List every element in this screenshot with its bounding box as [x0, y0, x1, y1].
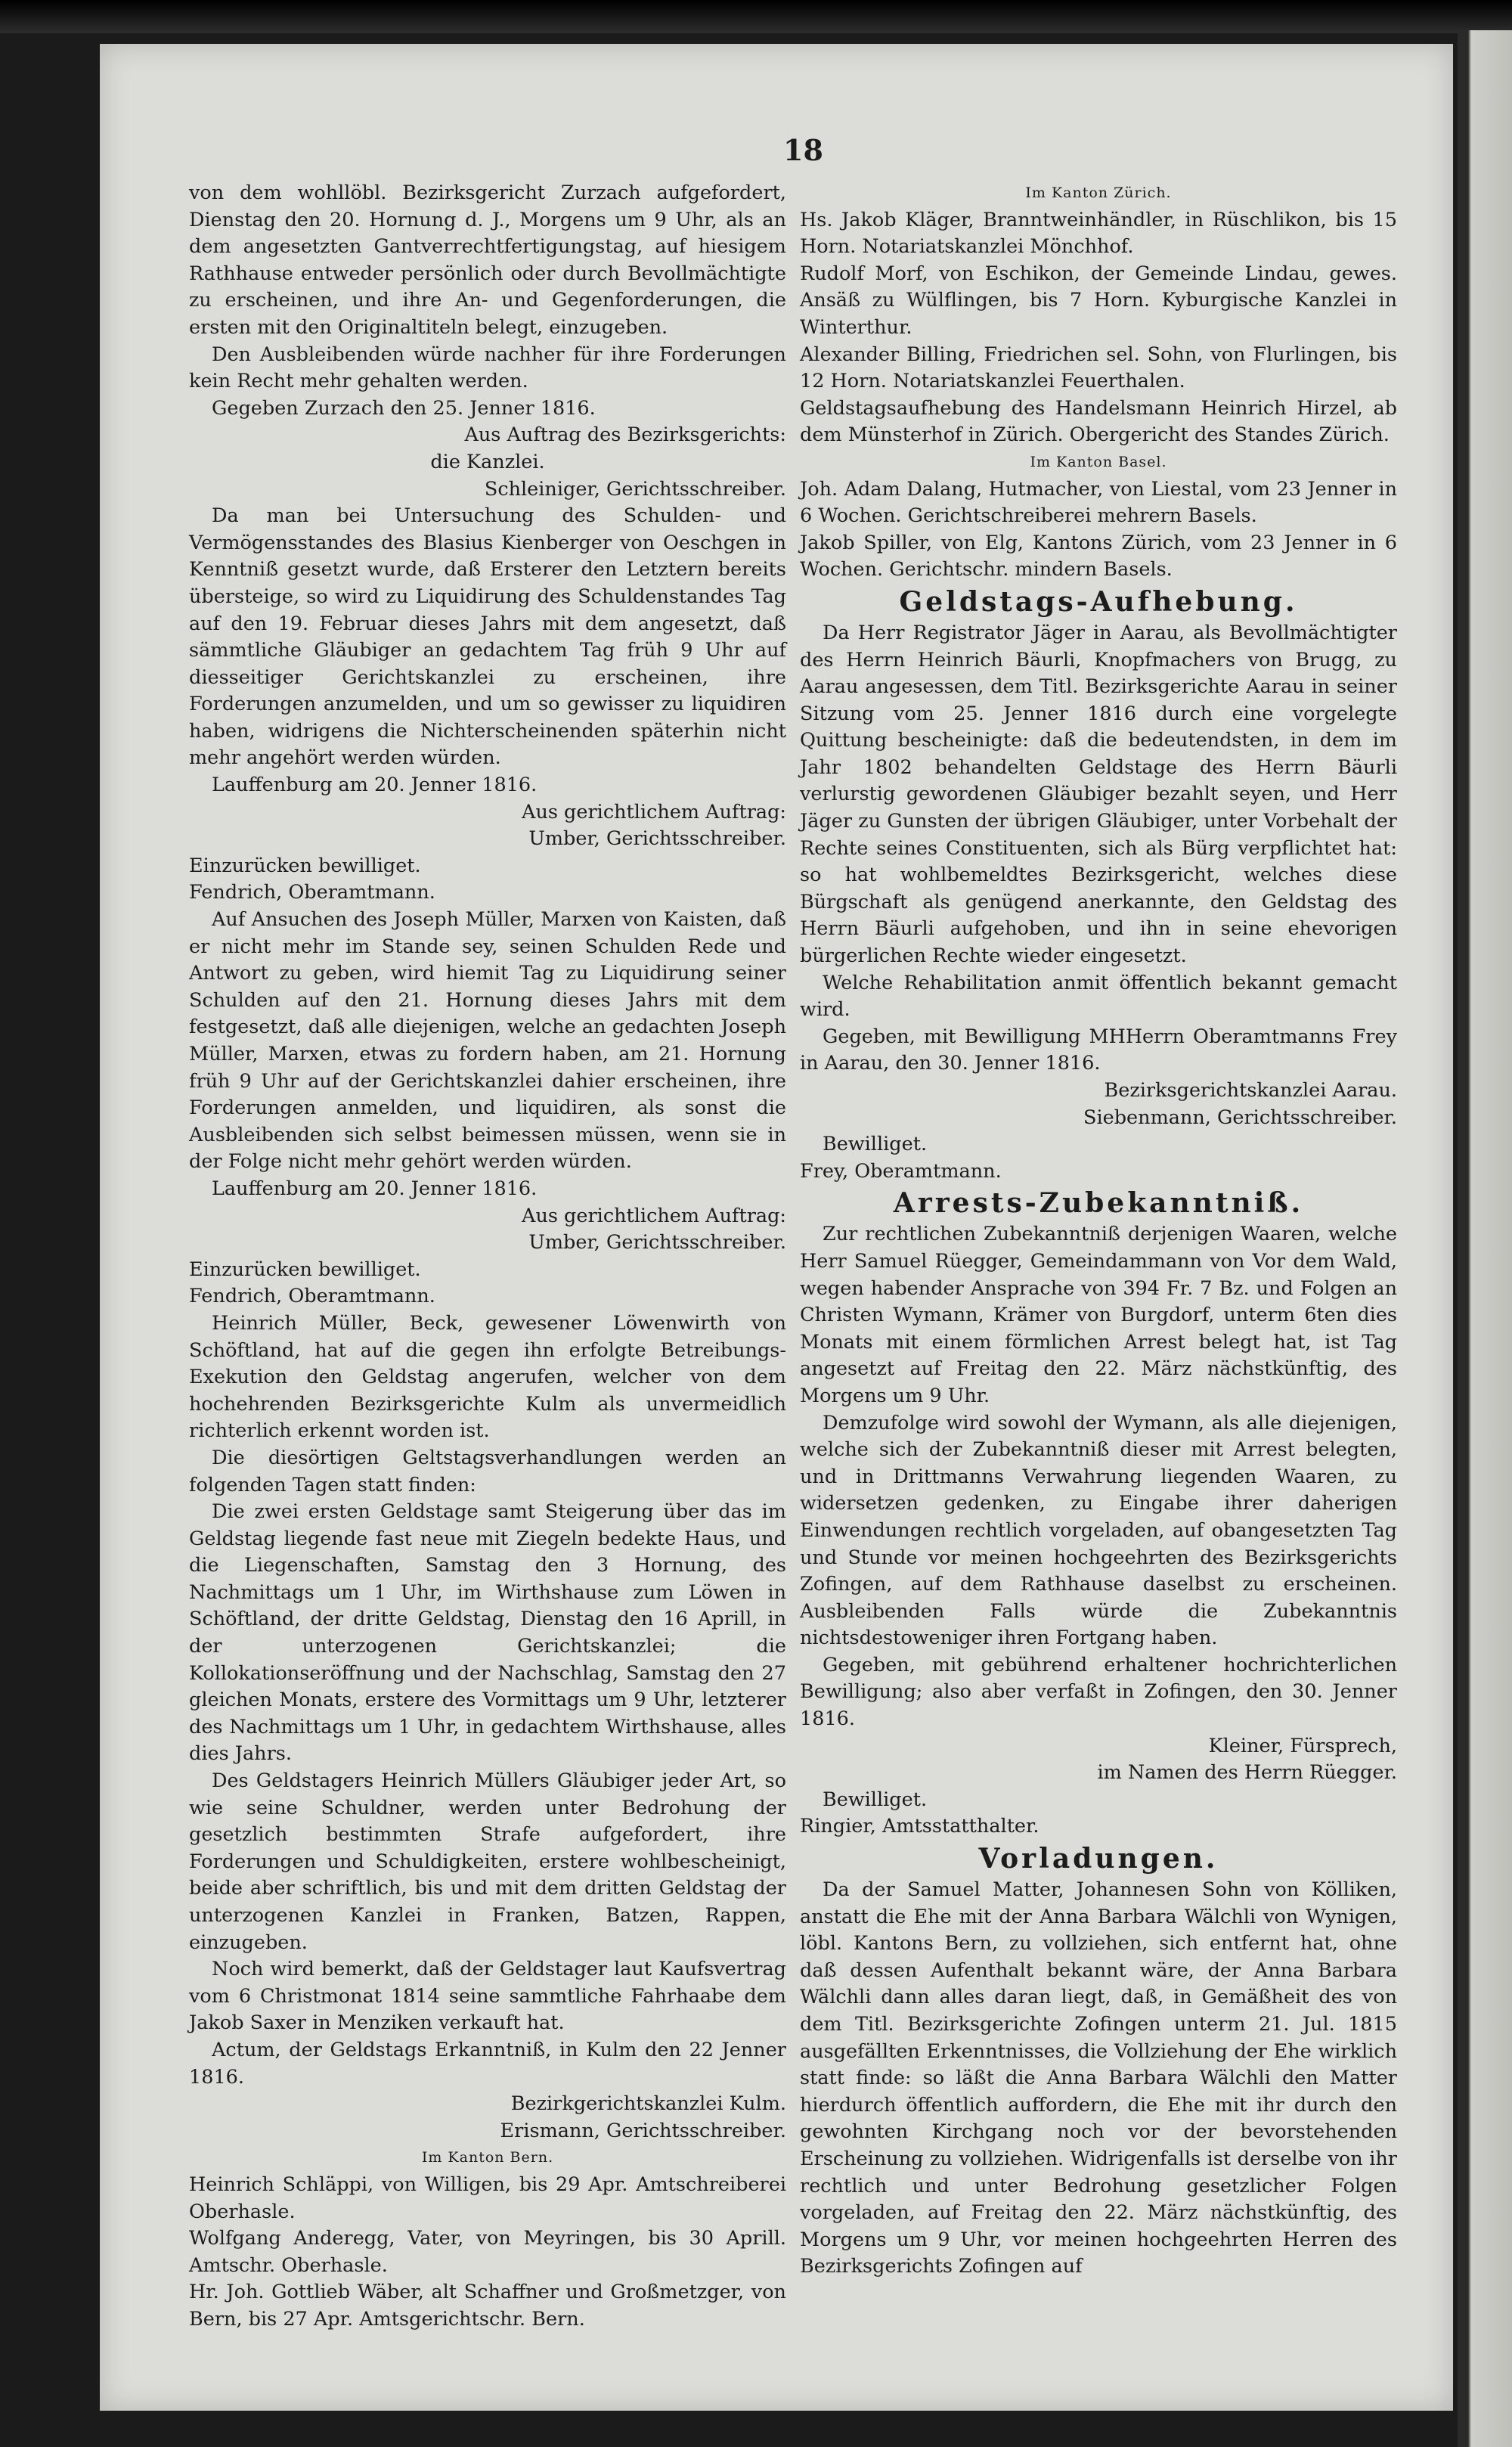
right-approval-signature: Frey, Oberamtmann.	[800, 1159, 1002, 1183]
left-paragraph: Des Geldstagers Heinrich Müllers Gläubiger jeder Art, so wie seine Schuldner, werden unter Bedrohung der gesetzlich bestimmten Strafe aufgefordert, ihre Forderungen und Schuldigkeiten, erstere wohlbescheinigt, beide aber schriftlich, bis und mit dem dritten Geldstag der unterzogenen Kanzlei in Franken, Batzen, Rappen, einzugeben.	[189, 1769, 786, 1954]
right-signature: Siebenmann, Gerichtsschreiber.	[1083, 1106, 1397, 1129]
left-paragraph: Noch wird bemerkt, daß der Geldstager laut Kaufsvertrag vom 6 Christmonat 1814 seine sammtliche Fahrhaabe dem Jakob Saxer in Menziken verkauft hat.	[189, 1958, 786, 2035]
right-approval-signature: Ringier, Amtsstatthalter.	[800, 1815, 1040, 1838]
left-signature: Schleiniger, Gerichtsschreiber.	[484, 477, 786, 501]
left-approval-signature: Fendrich, Oberamtmann.	[189, 1285, 435, 1308]
subheading-kanton-basel: Im Kanton Basel.	[1030, 453, 1167, 470]
right-signature: im Namen des Herrn Rüegger.	[1097, 1761, 1397, 1785]
right-dateline: Gegeben, mit gebührend erhaltener hochrichterlichen Bewilligung; also aber verfaßt in Zofingen, den 30. Jenner 1816.	[800, 1653, 1397, 1731]
list-item: Rudolf Morf, von Eschikon, der Gemeinde Lindau, gewes. Ansäß zu Wülflingen, bis 7 Horn. Kyburgische Kanzlei in Winterthur.	[800, 262, 1397, 339]
notice-rueegger: Zur rechtlichen Zubekanntniß derjenigen Waaren, welche Herr Samuel Rüegger, Gemeindammann von Vor dem Wald, wegen habender Ansprache von 394 Fr. 7 Bz. und Folgen an Christen Wymann, Krämer von Burgdorf, unterm 6ten dies Monats mit einem förmlichen Arrest belegt hat, ist Tag angesetzt auf Freitag den 22. März nächstkünftig, des Morgens um 9 Uhr.	[800, 1223, 1397, 1407]
subheading-kanton-bern: Im Kanton Bern.	[421, 2149, 554, 2166]
scan-top-edge	[0, 0, 1512, 33]
right-column	[800, 180, 1397, 2281]
left-signature: Umber, Gerichtsschreiber.	[528, 827, 786, 851]
right-approval: Bewilliget.	[823, 1133, 928, 1156]
right-paragraph: Welche Rehabilitation anmit öffentlich bekannt gemacht wird.	[800, 971, 1397, 1022]
right-paragraph: Demzufolge wird sowohl der Wymann, als alle diejenigen, welche sich der Zubekanntniß dieser mit Arrest belegten, und in Drittmanns Verwahrung liegenden Waaren, zu widersetzen gedenken, zu Eingabe ihrer daherigen Einwendungen rechtlich vorgeladen, auf obangesetzten Tag und Stunde vor meinen hochgeehrten des Bezirksgerichts Zofingen, auf dem Rathhause daselbst zu erscheinen. Ausbleibenden Falls würde die Zubekanntnis nichtsdestoweniger ihren Fortgang haben.	[800, 1411, 1397, 1650]
left-signature-line: die Kanzlei.	[430, 450, 545, 473]
right-signature-line: Kleiner, Fürsprech,	[1208, 1734, 1397, 1757]
list-item: Heinrich Schläppi, von Willigen, bis 29 Apr. Amtschreiberei Oberhasle.	[189, 2173, 786, 2223]
notice-joseph-mueller: Auf Ansuchen des Joseph Müller, Marxen von Kaisten, daß er nicht mehr im Stande sey, seinen Schulden Rede und Antwort zu geben, wird hiemit Tag zu Liquidirung seiner Schulden auf den 21. Hornung dieses Jahrs mit dem festgesetzt, daß alle diejenigen, welche an gedachten Joseph Müller, Marxen, etwas zu fordern haben, am 21. Hornung früh 9 Uhr auf der Gerichtskanzlei dahier erscheinen, ihre Forderungen anmelden, und liquidiren, als sonst die Ausbleibenden sich selbst beimessen müssen, wenn sie in der Folge nicht mehr gehört werden würden.	[189, 908, 786, 1174]
next-page-edge	[1458, 30, 1512, 2447]
list-item: Jakob Spiller, von Elg, Kantons Zürich, vom 23 Jenner in 6 Wochen. Gerichtschr. mindern Basels.	[800, 531, 1397, 582]
list-item: Wolfgang Anderegg, Vater, von Meyringen, bis 30 Aprill. Amtschr. Oberhasle.	[189, 2227, 786, 2277]
left-dateline: Gegeben Zurzach den 25. Jenner 1816.	[212, 396, 596, 420]
notice-kienberger: Da man bei Untersuchung des Schulden- und Vermögensstandes des Blasius Kienberger von Oeschgen in Kenntniß gesetzt wurde, daß Ersterer den Letztern bereits übersteige, so wird zu Liquidirung des Schuldenstandes Tag auf den 19. Februar dieses Jahrs mit dem angesetzt, daß sämmtliche Gläubiger an gedachtem Tag früh 9 Uhr auf diesseitiger Gerichtskanzlei zu erscheinen, ihre Forderungen anzumelden, und um so gewisser zu liquidiren haben, widrigens die Nichterscheinenden späterhin nicht mehr angehört werden würden.	[189, 504, 786, 770]
list-item: Joh. Adam Dalang, Hutmacher, von Liestal, vom 23 Jenner in 6 Wochen. Gerichtschreiberei mehrern Basels.	[800, 477, 1397, 528]
right-signature-line: Bezirksgerichtskanzlei Aarau.	[1104, 1079, 1397, 1102]
left-dateline: Actum, der Geldstags Erkanntniß, in Kulm den 22 Jenner 1816.	[189, 2038, 786, 2089]
left-dateline: Lauffenburg am 20. Jenner 1816.	[212, 1177, 538, 1200]
list-item: Hr. Joh. Gottlieb Wäber, alt Schaffner und Großmetzger, von Bern, bis 27 Apr. Amtsgerichtschr. Bern.	[189, 2281, 786, 2331]
left-paragraph: Die zwei ersten Geldstage samt Steigerung über das im Geldstag liegende fast neue mit Ziegeln bedekte Haus, und die Liegenschaften, Samstag den 3 Hornung, des Nachmittags um 1 Uhr, im Wirthshause zum Löwen in Schöftland, der dritte Geldstag, Dienstag den 16 Aprill, in der unterzogenen Gerichtskanzlei; die Kollokationseröffnung und der Nachschlag, Samstag den 27 gleichen Monats, erstere des Vormittags um 9 Uhr, letzterer des Nachmittags um 1 Uhr, in gedachtem Wirthshause, alles dies Jahrs.	[189, 1500, 786, 1766]
section-heading-geldstags-aufhebung: Geldstags-Aufhebung.	[899, 585, 1298, 618]
left-column	[189, 180, 786, 2334]
right-dateline: Gegeben, mit Bewilligung MHHerrn Oberamtmanns Frey in Aarau, den 30. Jenner 1816.	[800, 1025, 1397, 1075]
left-paragraph: von dem wohllöbl. Bezirksgericht Zurzach aufgefordert, Dienstag den 20. Hornung d. J., Morgens um 9 Uhr, als an dem angesetzten Gantverrechtfertigungstag, auf hiesigem Rathhause entweder persönlich oder durch Bevollmächtigte zu erscheinen, und ihre An- und Gegenforderungen, die ersten mit den Originaltiteln belegt, einzugeben.	[189, 181, 786, 339]
left-signature-line: Aus gerichtlichem Auftrag:	[522, 1204, 786, 1227]
notice-baeurli: Da Herr Registrator Jäger in Aarau, als Bevollmächtigter des Herrn Heinrich Bäurli, Knopfmachers von Brugg, zu Aarau angesessen, dem Titl. Bezirksgerichte Aarau in seiner Sitzung vom 25. Jenner 1816 durch eine vorgelegte Quittung bescheinigte: daß die bedeutendsten, in dem im Jahr 1802 behandelten Geldstage des Herrn Bäurli verlurstig gewordenen Gläubiger bezahlt seyen, und Herr Jäger zu Gunsten der übrigen Gläubiger, unter Vorbehalt der Rechte seines Constituenten, sich als Bürg verpflichtet hat: so hat wohlbemeldtes Bezirksgericht, welches diese Bürgschaft als genügend anerkannte, den Geldstag des Herrn Bäurli aufgehoben, und ihn in seine ehevorigen bürgerlichen Rechte wieder eingesetzt.	[800, 621, 1397, 968]
list-item: Hs. Jakob Kläger, Branntweinhändler, in Rüschlikon, bis 15 Horn. Notariatskanzlei Mönchhof.	[800, 208, 1397, 259]
left-dateline: Lauffenburg am 20. Jenner 1816.	[212, 774, 538, 797]
list-item: Geldstagsaufhebung des Handelsmann Heinrich Hirzel, ab dem Münsterhof in Zürich. Obergericht des Standes Zürich.	[800, 396, 1397, 447]
list-item: Alexander Billing, Friedrichen sel. Sohn, von Flurlingen, bis 12 Horn. Notariatskanzlei Feuerthalen.	[800, 343, 1397, 393]
left-approval-signature: Fendrich, Oberamtmann.	[189, 881, 435, 904]
left-paragraph: Die diesörtigen Geltstagsverhandlungen werden an folgenden Tagen statt finden:	[189, 1446, 786, 1496]
page-number: 18	[783, 133, 823, 167]
left-approval: Einzurücken bewilliget.	[189, 1258, 421, 1281]
left-signature-line: Aus gerichtlichem Auftrag:	[522, 800, 786, 823]
left-approval: Einzurücken bewilliget.	[189, 854, 421, 877]
notice-heinrich-mueller: Heinrich Müller, Beck, gewesener Löwenwirth von Schöftland, hat auf die gegen ihn erfolgte Betreibungs-Exekution den Geldstag angerufen, welcher von dem hochehrenden Bezirksgerichte Kulm als unvermeidlich richterlich erkennt worden ist.	[189, 1311, 786, 1443]
section-heading-vorladungen: Vorladungen.	[978, 1843, 1219, 1875]
left-signature-line: Aus Auftrag des Bezirksgerichts:	[464, 423, 786, 447]
right-approval: Bewilliget.	[823, 1788, 928, 1811]
left-paragraph: Den Ausbleibenden würde nachher für ihre Forderungen kein Recht mehr gehalten werden.	[189, 343, 786, 393]
section-heading-arrests-zubekanntniss: Arrests-Zubekanntniß.	[893, 1187, 1304, 1220]
left-signature: Umber, Gerichtsschreiber.	[528, 1231, 786, 1255]
left-signature: Erismann, Gerichtsschreiber.	[500, 2119, 786, 2142]
subheading-kanton-zuerich: Im Kanton Zürich.	[1025, 185, 1172, 201]
left-signature-line: Bezirkgerichtskanzlei Kulm.	[510, 2092, 786, 2116]
notice-matter: Da der Samuel Matter, Johannesen Sohn von Kölliken, anstatt die Ehe mit der Anna Barbara Wälchli von Wynigen, löbl. Kantons Bern, zu vollziehen, sich entfernt hat, ohne daß dessen Aufenthalt bekannt wäre, der Anna Barbara Wälchli dann alles daran liegt, daß, in Gemäßheit des von dem Titl. Bezirksgerichte Zofingen unterm 21. Jul. 1815 ausgefällten Erkenntnisses, die Vollziehung der Ehe wirklich statt finde: so läßt die Anna Barbara Wälchli den Matter hierdurch öffentlich auffordern, die Ehe mit ihr durch den gewohnten Kirchgang noch vor der bevorstehenden Erscheinung zu vollziehen. Widrigenfalls ist derselbe von ihr rechtlich und unter Bedrohung gesetzlicher Folgen vorgeladen, auf Freitag den 22. März nächstkünftig, des Morgens um 9 Uhr, vor meinen hochgeehrten Herren des Bezirksgerichts Zofingen auf	[800, 1878, 1397, 2278]
